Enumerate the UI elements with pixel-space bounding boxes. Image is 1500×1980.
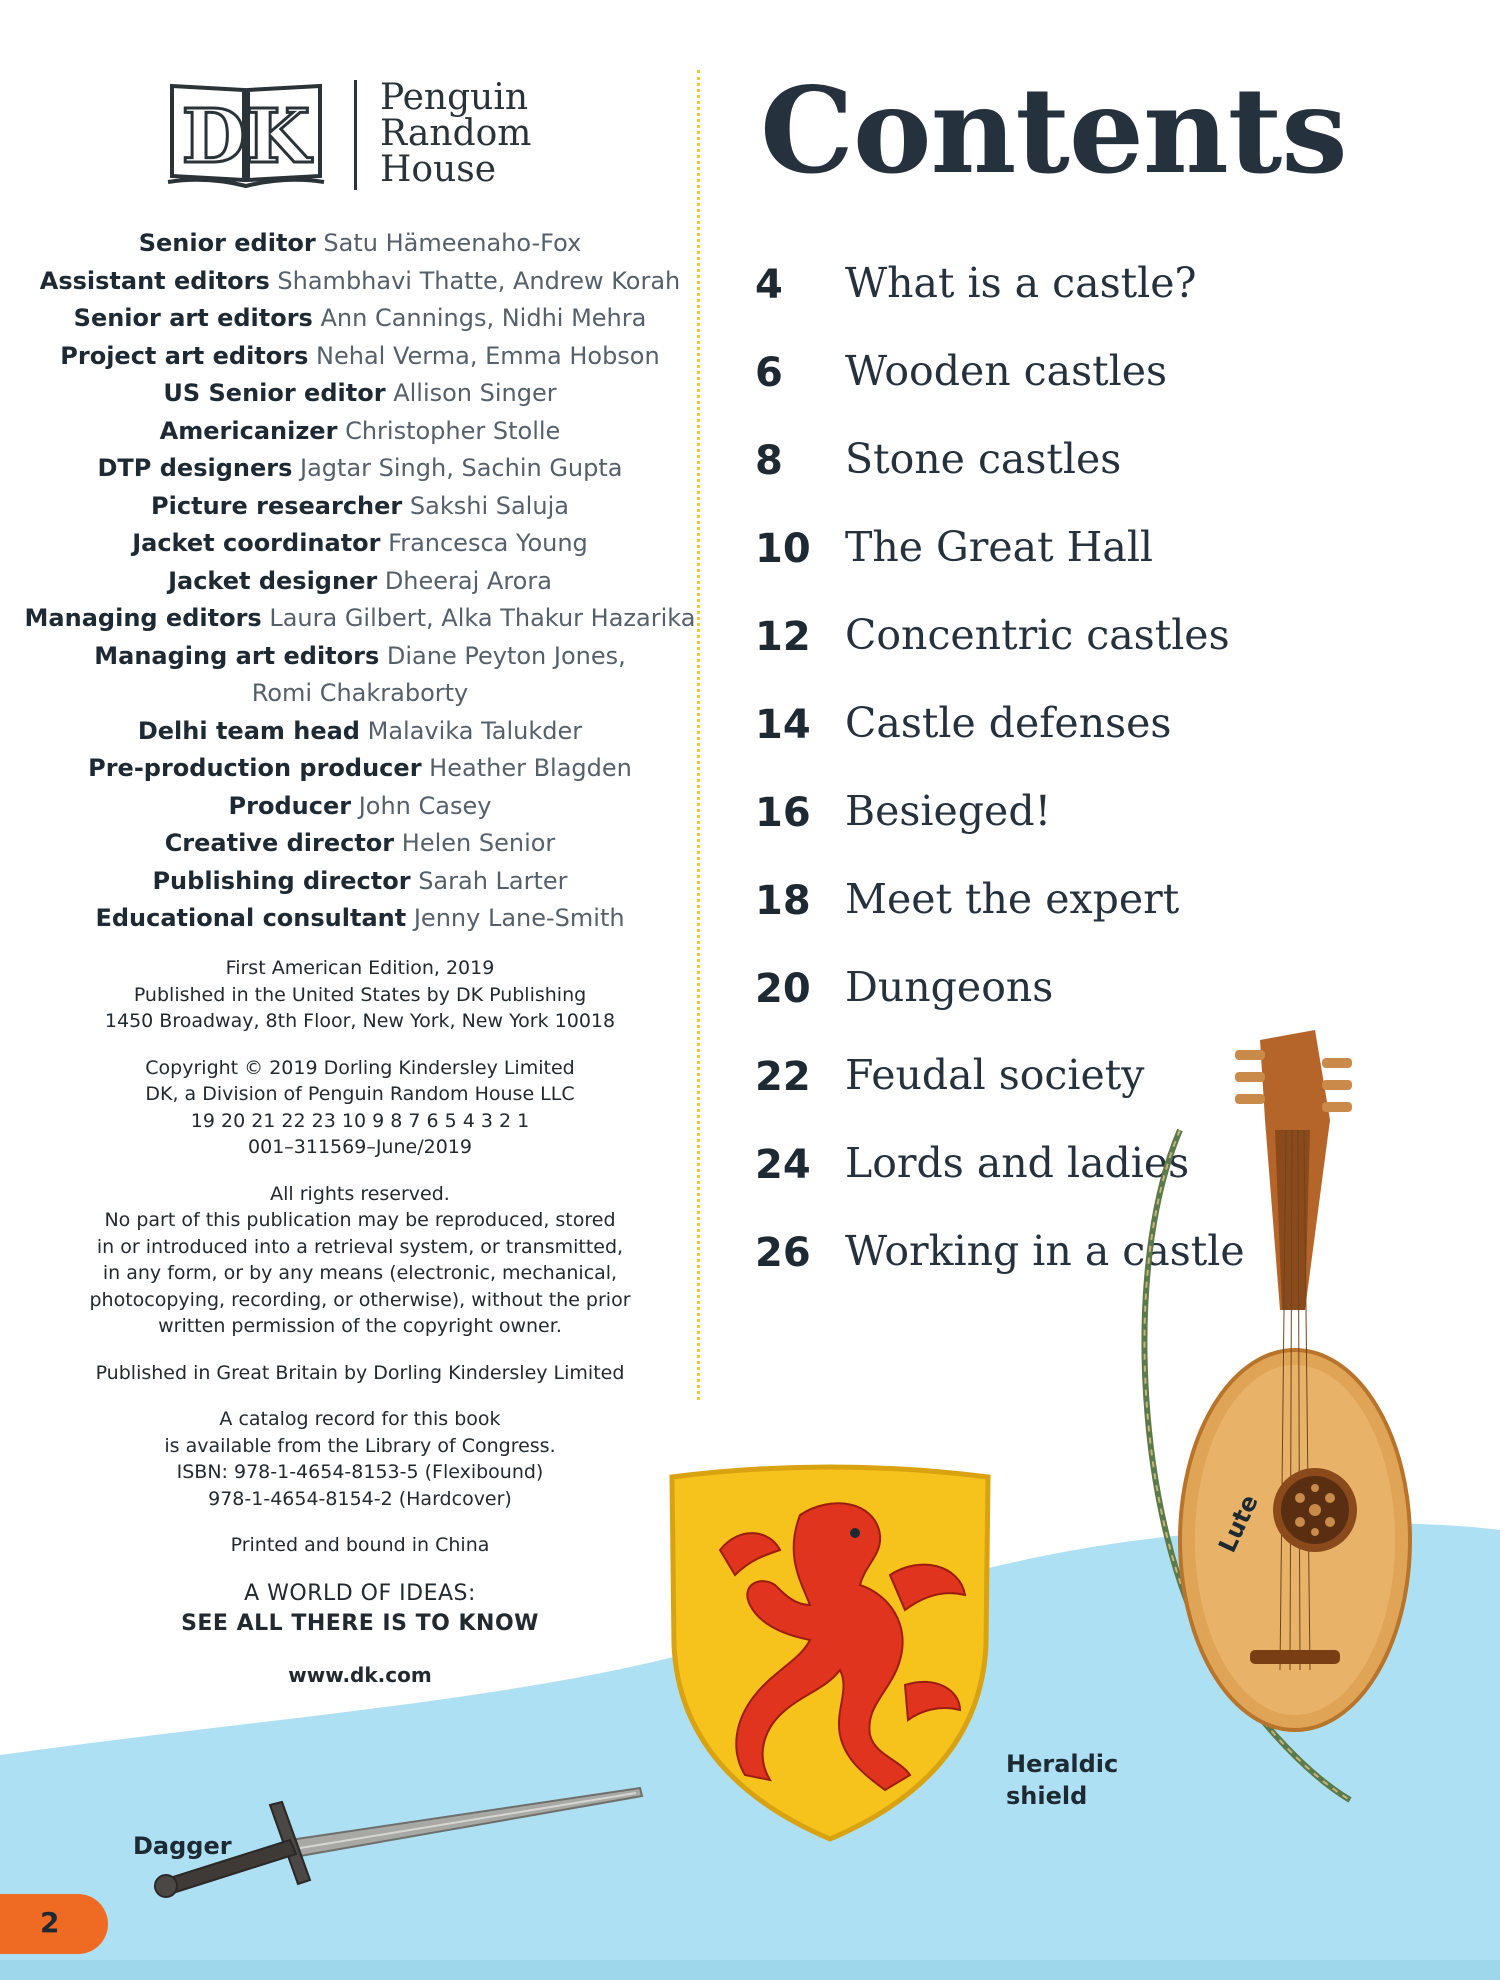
imprint-block (50, 955, 670, 1689)
toc-title: Concentric castles (845, 611, 1230, 659)
page-number: 2 (40, 1906, 60, 1939)
toc-page-number: 12 (755, 614, 811, 660)
credit-name: Helen Senior (401, 829, 556, 857)
credit-role: Publishing director (152, 866, 411, 895)
toc-page-number: 14 (755, 702, 811, 748)
shield-caption (1006, 1748, 1118, 1812)
imprint-line: ISBN: 978-1-4654-8153-5 (Flexibound) (176, 1461, 544, 1483)
imprint-line: Printed and bound in China (230, 1534, 490, 1556)
tagline-bottom: SEE ALL THERE IS TO KNOW (181, 1610, 539, 1636)
toc-title: Stone castles (845, 435, 1122, 483)
credit-line (20, 900, 700, 938)
toc-item (755, 522, 1315, 610)
imprint-line: written permission of the copyright owner. (158, 1315, 562, 1337)
imprint-line: DK, a Division of Penguin Random House LLC (145, 1083, 575, 1105)
credit-line (20, 300, 700, 338)
credit-name: Nehal Verma, Emma Hobson (316, 341, 660, 370)
credit-role: Creative director (164, 829, 395, 857)
imprint-line: 978-1-4654-8154-2 (Hardcover) (208, 1487, 512, 1510)
imprint-line: No part of this publication may be reproduced, stored (104, 1209, 616, 1231)
credit-line (20, 750, 700, 788)
credit-role: Pre-production producer (88, 754, 422, 782)
publisher-name-line: Penguin (380, 77, 529, 118)
publisher-name-line: Random (380, 113, 532, 154)
toc-page-number: 20 (755, 966, 811, 1012)
lute-caption: Lute (1213, 1490, 1264, 1557)
credit-line (20, 413, 700, 451)
credits-list (20, 225, 700, 938)
credit-role: US Senior editor (163, 379, 386, 407)
credit-line (20, 450, 700, 488)
printed-block (50, 1532, 670, 1559)
toc-title: What is a castle? (845, 259, 1197, 307)
toc-page-number: 22 (755, 1054, 811, 1100)
credit-name: Heather Blagden (429, 754, 632, 782)
toc-page-number: 18 (755, 878, 811, 924)
toc-title: Meet the expert (845, 875, 1180, 923)
publisher-logo (166, 77, 546, 190)
toc-page-number: 6 (755, 350, 783, 396)
toc-item (755, 434, 1315, 522)
credit-name: Jagtar Singh, Sachin Gupta (300, 454, 623, 482)
credit-name: Jenny Lane-Smith (413, 904, 625, 932)
shield-caption-line: shield (1006, 1782, 1088, 1810)
credit-name: Malavika Talukder (367, 716, 583, 745)
toc-page-number: 24 (755, 1142, 811, 1188)
toc-page-number: 8 (755, 438, 783, 484)
credit-line (20, 638, 700, 676)
imprint-line: 001–311569–June/2019 (248, 1136, 472, 1158)
credit-name: Shambhavi Thatte, Andrew Korah (277, 266, 681, 295)
toc-item (755, 610, 1315, 698)
credit-name: Laura Gilbert, Alka Thakur Hazarika (269, 604, 696, 632)
credit-line (20, 263, 700, 301)
toc-title: Lords and ladies (845, 1139, 1190, 1187)
toc-item (755, 698, 1315, 786)
credit-role: Picture researcher (151, 491, 403, 520)
toc-page-number: 16 (755, 790, 811, 836)
imprint-line: is available from the Library of Congress. (164, 1434, 556, 1457)
credit-name: Satu Hämeenaho-Fox (323, 229, 582, 257)
imprint-line: in or introduced into a retrieval system, or transmitted, (96, 1235, 624, 1258)
credit-name: Ann Cannings, Nidhi Mehra (320, 304, 647, 332)
credit-name: Diane Peyton Jones, (386, 641, 626, 670)
imprint-line: 1450 Broadway, 8th Floor, New York, New York 10018 (104, 1010, 616, 1032)
credit-role: Jacket designer (168, 566, 378, 595)
credit-line (20, 863, 700, 901)
uk-publication-block (50, 1360, 670, 1387)
page-number-tab (0, 1894, 108, 1954)
toc-page-number: 4 (755, 262, 783, 308)
credit-line (20, 375, 700, 413)
toc-title: Feudal society (845, 1051, 1145, 1099)
tagline-top: A WORLD OF IDEAS: (244, 1580, 476, 1606)
credit-line (20, 525, 700, 563)
credit-role: Senior editor (138, 229, 316, 257)
credit-line (20, 788, 700, 826)
credit-line (20, 488, 700, 526)
contents-heading: Contents (760, 61, 1347, 200)
lute-illustration (1100, 1010, 1430, 1810)
toc-title: Besieged! (845, 787, 1052, 835)
credit-line (20, 675, 700, 713)
credit-name: Allison Singer (393, 379, 557, 407)
toc-item (755, 258, 1315, 346)
imprint-line: 19 20 21 22 23 10 9 8 7 6 5 4 3 2 1 (190, 1109, 530, 1132)
credit-role: Managing art editors (94, 641, 380, 670)
imprint-line: A catalog record for this book (219, 1408, 501, 1430)
toc-item (755, 346, 1315, 434)
imprint-line: Copyright © 2019 Dorling Kindersley Limited (145, 1056, 575, 1079)
dk-book-logo-icon (166, 80, 326, 190)
catalog-block (50, 1406, 670, 1512)
credit-line (20, 563, 700, 601)
credit-role: Americanizer (159, 416, 338, 445)
credit-line (20, 225, 700, 263)
copyright-block (50, 1055, 670, 1161)
publisher-name (380, 77, 550, 190)
toc-page-number: 26 (755, 1230, 811, 1276)
imprint-line: in any form, or by any means (electronic, mechanical, (102, 1262, 618, 1284)
credit-role: DTP designers (97, 454, 293, 482)
toc-title: Wooden castles (845, 347, 1168, 395)
imprint-line: Published in the United States by DK Publishing (133, 983, 587, 1006)
toc-item (755, 786, 1315, 874)
credit-name: Dheeraj Arora (384, 566, 552, 595)
credit-line (20, 600, 700, 638)
dk-mark-text: DK (181, 94, 311, 180)
credit-name: Romi Chakraborty (251, 679, 469, 707)
heraldic-shield-illustration (660, 1455, 1000, 1845)
credit-role: Senior art editors (73, 304, 313, 332)
publisher-name-line: House (380, 149, 497, 190)
credit-name: Sarah Larter (418, 866, 568, 895)
toc-title: The Great Hall (845, 523, 1154, 571)
credit-name: Francesca Young (388, 529, 588, 557)
edition-block (50, 955, 670, 1035)
credit-role: Educational consultant (95, 904, 407, 932)
credit-name: Christopher Stolle (345, 416, 561, 445)
credit-role: Jacket coordinator (132, 529, 381, 557)
imprint-line: photocopying, recording, or otherwise), without the prior (89, 1288, 631, 1311)
toc-title: Working in a castle (845, 1227, 1245, 1275)
credit-name: Sakshi Saluja (409, 491, 569, 520)
imprint-line: Published in Great Britain by Dorling Kindersley Limited (95, 1361, 625, 1384)
credit-line (20, 713, 700, 751)
toc-title: Castle defenses (845, 699, 1172, 747)
credit-line (20, 338, 700, 376)
dagger-caption: Dagger (133, 1832, 232, 1860)
logo-divider (354, 80, 357, 190)
imprint-line: All rights reserved. (270, 1182, 450, 1205)
imprint-line: First American Edition, 2019 (225, 957, 495, 979)
credit-role: Assistant editors (39, 266, 270, 295)
credit-role: Project art editors (60, 341, 309, 370)
credit-role: Producer (228, 791, 352, 820)
shield-caption-line: Heraldic (1006, 1750, 1119, 1778)
toc-page-number: 10 (755, 526, 811, 572)
credit-line (20, 825, 700, 863)
toc-title: Dungeons (845, 963, 1054, 1011)
website-url: www.dk.com (288, 1662, 432, 1687)
rights-block (50, 1181, 670, 1340)
toc-item (755, 874, 1315, 962)
credit-name: John Casey (358, 791, 492, 820)
credit-role: Managing editors (24, 604, 262, 632)
credit-role: Delhi team head (137, 716, 360, 745)
